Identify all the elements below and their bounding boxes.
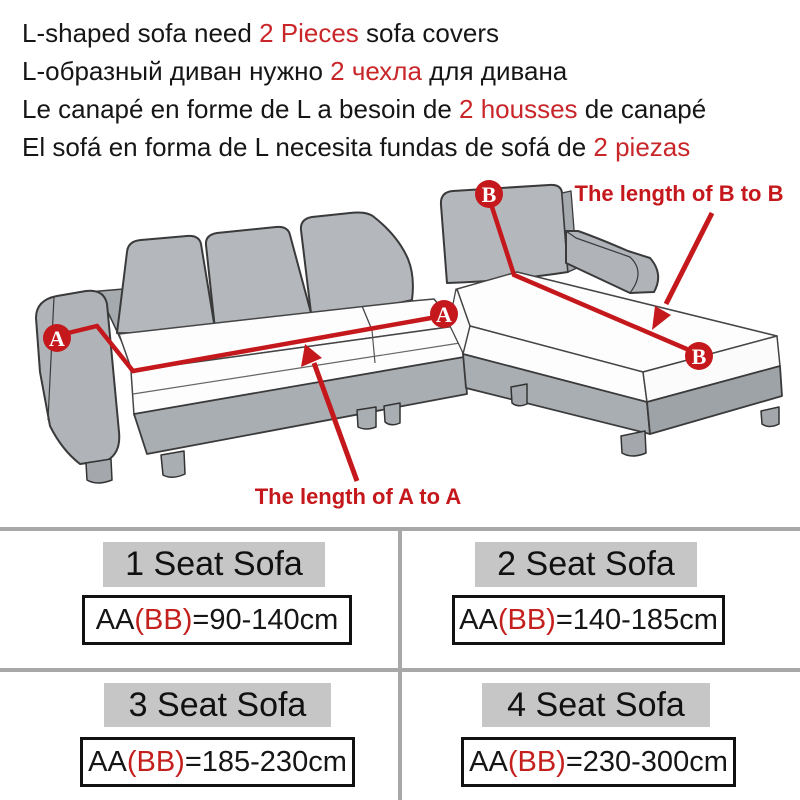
size-label-1-seat: 1 Seat Sofa [103,542,325,587]
size-label-4-seat: 4 Seat Sofa [482,683,710,727]
sofa-leg [161,451,185,477]
svg-text:B: B [481,182,497,207]
sofa-leg [384,403,400,425]
right-chaise [441,185,782,456]
size-value-2-seat: AA (BB) =140-185cm [452,595,725,645]
chaise-back-cushion [441,185,568,283]
highlight-pieces-fr: 2 housses [459,94,578,124]
bb-highlight: (BB) [497,603,556,636]
chaise-leg [621,431,646,456]
highlight-pieces-ru: 2 чехла [330,56,422,86]
grid-line-vertical [398,527,402,800]
intro-line-fr: Le canapé en forme de L a besoin de 2 housses de canapé [22,94,707,124]
size-value-4-seat: AA (BB) =230-300cm [461,737,736,787]
size-label-2-seat: 2 Seat Sofa [475,542,697,587]
intro-line-ru: L-образный диван нужно 2 чехла для дивана [22,56,568,86]
marker-a-left [43,324,71,352]
highlight-pieces-es: 2 piezas [593,132,691,162]
back-cushion-3 [301,213,413,314]
intro-line-en: L-shaped sofa need 2 Pieces sofa covers [22,18,499,48]
chaise-leg [511,384,527,406]
label-a-to-a: The length of A to A [254,484,462,509]
svg-text:B: B [691,344,707,369]
left-armrest [36,291,119,464]
size-value-1-seat: AA (BB) =90-140cm [82,595,352,645]
marker-b-top [475,180,503,208]
back-cushion-1 [117,236,215,333]
marker-a-right [430,300,458,328]
svg-text:A: A [49,326,65,351]
arrow-b-shaft [666,213,712,304]
highlight-pieces-en: 2 Pieces [259,18,359,48]
label-b-to-b: The length of B to B [574,181,784,206]
size-value-3-seat: AA (BB) =185-230cm [80,737,355,787]
marker-b-bottom [685,342,713,370]
sofa-leg [357,407,376,429]
chaise-leg [761,407,779,427]
bb-highlight: (BB) [507,745,566,778]
size-label-3-seat: 3 Seat Sofa [104,683,331,727]
intro-line-es: El sofá en forma de L necesita fundas de sofá de 2 piezas [22,132,691,162]
bb-highlight: (BB) [126,745,185,778]
bb-highlight: (BB) [134,603,193,636]
chaise-armrest [566,231,658,293]
svg-text:A: A [436,302,452,327]
armrest-leg [86,459,112,483]
